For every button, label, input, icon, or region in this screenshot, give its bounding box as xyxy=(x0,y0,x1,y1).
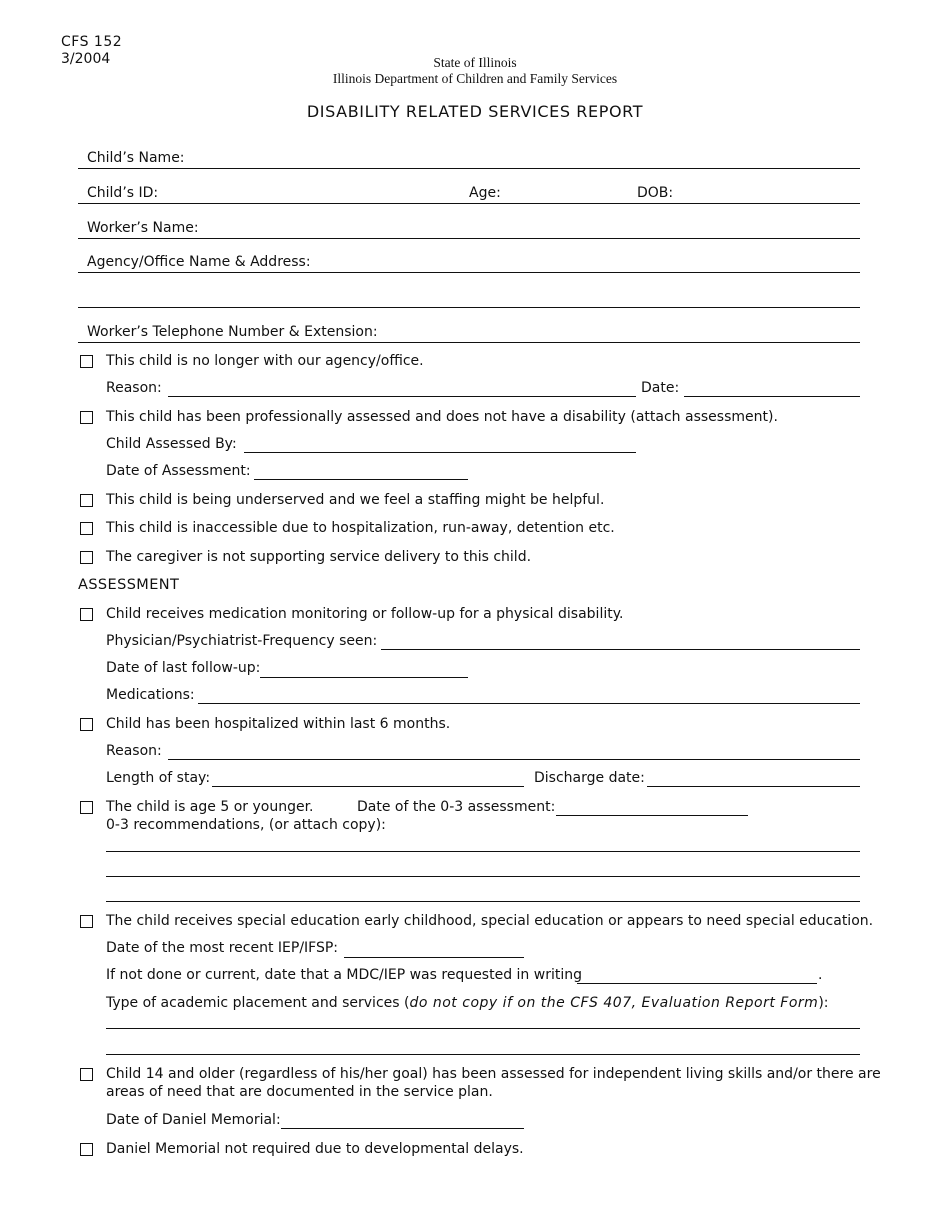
medication-checkbox[interactable] xyxy=(80,608,93,621)
assessed-by-input-line[interactable] xyxy=(244,452,636,453)
date-label: Date: xyxy=(641,380,680,396)
daniel-date-input-line[interactable] xyxy=(281,1128,524,1129)
assessment-heading: ASSESSMENT xyxy=(78,577,180,593)
date-of-assessment-label: Date of Assessment: xyxy=(106,463,251,479)
inaccessible-checkbox[interactable] xyxy=(80,522,93,535)
special-ed-label: The child receives special education early childhood, special education or appears to need special education. xyxy=(106,913,874,929)
child14-checkbox[interactable] xyxy=(80,1068,93,1081)
agency-office-line-2[interactable] xyxy=(78,307,860,308)
daniel-not-required-label: Daniel Memorial not required due to developmental delays. xyxy=(106,1141,524,1157)
hospital-reason-label: Reason: xyxy=(106,743,162,759)
daniel-not-required-checkbox[interactable] xyxy=(80,1143,93,1156)
mdc-request-label: If not done or current, date that a MDC/IEP was requested in writing xyxy=(106,967,582,983)
placement-label xyxy=(106,996,829,1010)
worker-phone-line[interactable] xyxy=(78,342,860,343)
child-id-line[interactable] xyxy=(78,203,860,204)
form-revision-date: 3/2004 xyxy=(61,51,111,67)
reason-input-line[interactable] xyxy=(168,396,636,397)
age5-label: The child is age 5 or younger. xyxy=(106,799,314,815)
iep-date-input-line[interactable] xyxy=(344,957,524,958)
agency-office-label: Agency/Office Name & Address: xyxy=(87,254,311,270)
child-name-line[interactable] xyxy=(78,168,860,169)
worker-name-line[interactable] xyxy=(78,238,860,239)
age-label: Age: xyxy=(469,185,501,201)
recommendations-line-1[interactable] xyxy=(106,851,860,852)
form-number: CFS 152 xyxy=(61,34,123,50)
date-input-line[interactable] xyxy=(684,396,860,397)
child-id-label: Child’s ID: xyxy=(87,185,159,201)
assessed-by-label: Child Assessed By: xyxy=(106,436,237,452)
date-03-label: Date of the 0-3 assessment: xyxy=(357,799,556,815)
assessed-no-disability-label: This child has been professionally assessed and does not have a disability (attach assessment). xyxy=(106,409,778,425)
agency-office-line-1[interactable] xyxy=(78,272,860,273)
date-03-input-line[interactable] xyxy=(556,815,748,816)
placement-label-suffix: ): xyxy=(818,995,829,1011)
reason-label: Reason: xyxy=(106,380,162,396)
recommendations-line-3[interactable] xyxy=(106,901,860,902)
worker-name-label: Worker’s Name: xyxy=(87,220,199,236)
physician-input-line[interactable] xyxy=(381,649,860,650)
hospital-reason-input-line[interactable] xyxy=(168,759,860,760)
discharge-date-label: Discharge date: xyxy=(534,770,645,786)
medications-label: Medications: xyxy=(106,687,195,703)
placement-line-1[interactable] xyxy=(106,1028,860,1029)
recommendations-line-2[interactable] xyxy=(106,876,860,877)
age5-checkbox[interactable] xyxy=(80,801,93,814)
page-title: DISABILITY RELATED SERVICES REPORT xyxy=(306,102,644,121)
underserved-label: This child is being underserved and we feel a staffing might be helpful. xyxy=(106,492,605,508)
child14-label-line2: areas of need that are documented in the service plan. xyxy=(106,1084,493,1100)
assessed-no-disability-checkbox[interactable] xyxy=(80,411,93,424)
inaccessible-label: This child is inaccessible due to hospitalization, run-away, detention etc. xyxy=(106,520,615,536)
dob-label: DOB: xyxy=(637,185,674,201)
child14-label-line1: Child 14 and older (regardless of his/her goal) has been assessed for independent living skills and/or there are xyxy=(106,1066,881,1082)
placement-line-2[interactable] xyxy=(106,1054,860,1055)
daniel-date-label: Date of Daniel Memorial: xyxy=(106,1112,281,1128)
no-longer-label: This child is no longer with our agency/office. xyxy=(106,353,424,369)
mdc-request-input-line[interactable] xyxy=(577,983,817,984)
placement-label-italic: do not copy if on the CFS 407, Evaluation Report Form xyxy=(409,995,819,1011)
length-of-stay-input-line[interactable] xyxy=(212,786,524,787)
iep-date-label: Date of the most recent IEP/IFSP: xyxy=(106,940,339,956)
child-name-label: Child’s Name: xyxy=(87,150,185,166)
length-of-stay-label: Length of stay: xyxy=(106,770,211,786)
date-of-assessment-input-line[interactable] xyxy=(254,479,468,480)
medications-input-line[interactable] xyxy=(198,703,860,704)
special-ed-checkbox[interactable] xyxy=(80,915,93,928)
worker-phone-label: Worker’s Telephone Number & Extension: xyxy=(87,324,378,340)
hospitalized-label: Child has been hospitalized within last 6 months. xyxy=(106,716,451,732)
state-name: State of Illinois xyxy=(433,55,517,70)
placement-label-prefix: Type of academic placement and services ( xyxy=(106,995,410,1011)
caregiver-label: The caregiver is not supporting service delivery to this child. xyxy=(106,549,532,565)
physician-label: Physician/Psychiatrist-Frequency seen: xyxy=(106,633,378,649)
caregiver-checkbox[interactable] xyxy=(80,551,93,564)
discharge-date-input-line[interactable] xyxy=(647,786,860,787)
last-followup-label: Date of last follow-up: xyxy=(106,660,261,676)
last-followup-input-line[interactable] xyxy=(260,677,468,678)
medication-label: Child receives medication monitoring or follow-up for a physical disability. xyxy=(106,606,624,622)
recommendations-label: 0-3 recommendations, (or attach copy): xyxy=(106,817,386,833)
underserved-checkbox[interactable] xyxy=(80,494,93,507)
mdc-request-period: . xyxy=(818,967,823,983)
no-longer-checkbox[interactable] xyxy=(80,355,93,368)
hospitalized-checkbox[interactable] xyxy=(80,718,93,731)
department-name: Illinois Department of Children and Family Services xyxy=(332,71,618,86)
